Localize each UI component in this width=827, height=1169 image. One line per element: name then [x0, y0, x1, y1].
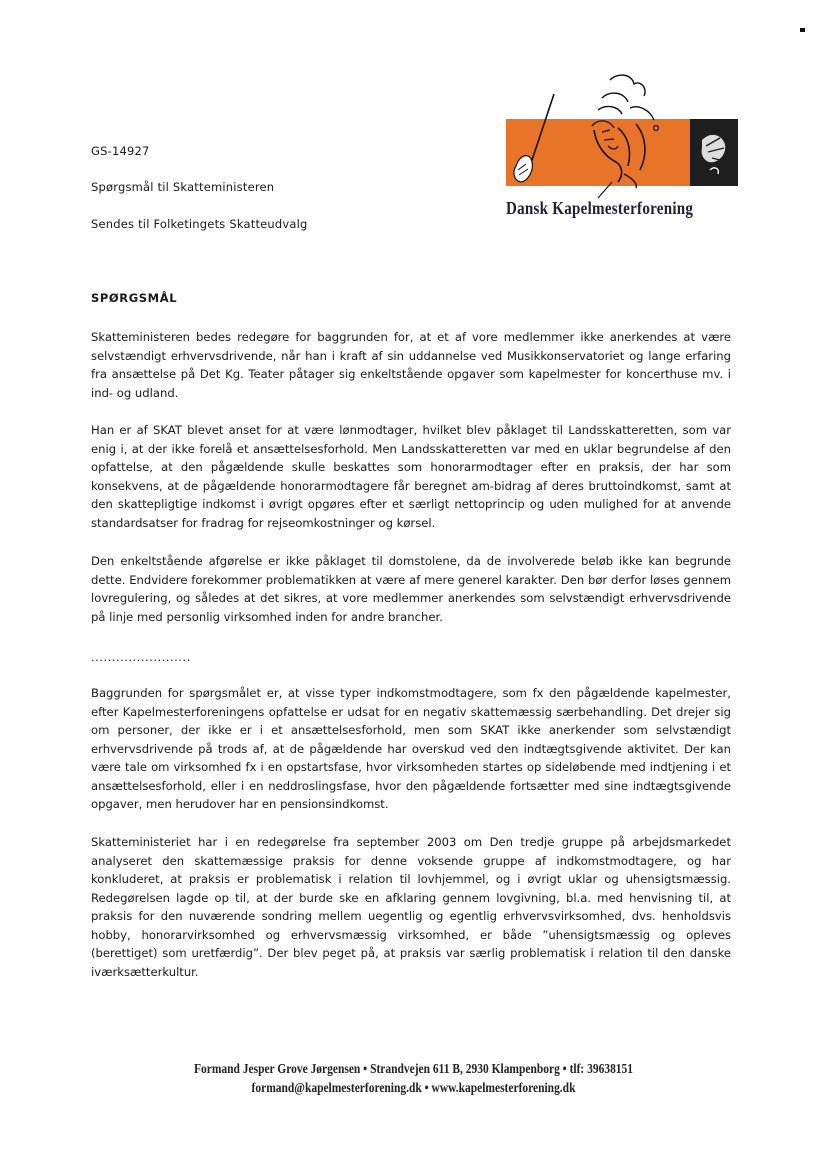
question-paragraph-1: Skatteministeren bedes redegøre for baggrunden for, at et af vore medlemmer ikke anerkendes at være selvstændigt erhvervsdrivende, når han i kraft af sin uddannelse ved Musikkonservatoriet og lange erfaring fra ansættelse på Det Kg. Teater påtager sig enkeltstående opgaver som kapelmester for koncerthuse mv. i ind- og udland.: [91, 330, 731, 400]
background-paragraph-2: Skatteministeriet har i en redegørelse fra september 2003 om Den tredje gruppe på arbejdsmarkedet analyseret den skattemæssige praksis for denne voksende gruppe af indkomstmodtagere, og har konkluderet, at praksis er problematisk i relation til lovhjemmel, og i øvrigt uklar og uhensigtsmæssig. Redegørelsen lagde op til, at der burde ske en afklaring gennem lovgivning, bl.a. med henvisning til, at praksis for den nuværende sondring mellem uegentlig og egentlig erhvervsvirksomhed, dvs. henholdsvis hobby, honorarvirksomhed og erhvervsmæssig virksomhed, er både ”uhensigtsmæssig og opleves (berettiget) som uretfærdig”. Der blev peget på, at praksis var særlig problematisk i relation til den danske iværksætterkultur.: [91, 835, 731, 979]
recipient-line: Sendes til Folketingets Skatteudvalg: [91, 217, 308, 231]
background-paragraph-1: Baggrunden for spørgsmålet er, at visse typer indkomstmodtagere, som fx den pågældende kapelmester, efter Kapelmesterforeningens opfattelse er udsat for en negativ skattemæssig særbehandling. Det drejer sig om personer, der ikke er i et ansættelsesforhold, men som SKAT ikke anerkender som selvstændigt erhvervsdrivende på trods af, at de pågældende har overskud ved den indtægtsgivende aktivitet. Der kan være tale om virksomhed fx i en opstartsfase, hvor virksomheden startes op sideløbende med indtjening i et ansættelsesforhold, eller i en neddroslingsfase, hvor den pågældende fortsætter med sine indtægtsgivende opgaver, men herudover har en pensionsindkomst.: [91, 686, 731, 811]
question-paragraph-3: Den enkeltstående afgørelse er ikke påklaget til domstolene, da de involverede beløb ikke kan begrunde dette. Endvidere forekommer problematikken at være af mere generel karakter. Den bør derfor løses gennem lovregulering, og således at det sikres, at vore medlemmer anerkendes som selvstændigt erhvervsdrivende på linje med personlig virksomhed inden for andre brancher.: [91, 554, 731, 624]
footer-contact-line: Formand Jesper Grove Jørgensen • Strandvejen 611 B, 2930 Klampenborg • tlf: 39638151: [193, 1062, 634, 1077]
reference-code: GS-14927: [91, 144, 150, 158]
organization-logo: [506, 70, 740, 222]
scan-mark: [800, 28, 805, 32]
letter-footer: [0, 1060, 827, 1098]
footer-web-line: formand@kapelmesterforening.dk • www.kapelmesterforening.dk: [251, 1081, 576, 1096]
question-paragraph-2: Han er af SKAT blevet anset for at være lønmodtager, hvilket blev påklaget til Landsskatteretten, som var enig i, at der ikke forelå et ansættelsesforhold. Men Landsskatteretten var med en uklar begrundelse af den opfattelse, at den pågældende skulle beskattes som honorarmodtager efter en praksis, der har som konsekvens, at de pågældende honorarmodtagere får beregnet am-bidrag af deres bruttoindkomst, samt at den skattepligtige indkomst i øvrigt opgøres efter et særligt nettoprincip og uden mulighed for at anvende standardsatser for fradrag for rejseomkostninger og kørsel.: [91, 423, 731, 530]
separator-dots: ........................: [91, 650, 191, 664]
section-heading: SPØRGSMÅL: [91, 291, 178, 305]
logo-wordmark: Dansk Kapelmesterforening: [506, 198, 694, 218]
document-title: Spørgsmål til Skatteministeren: [91, 180, 275, 194]
